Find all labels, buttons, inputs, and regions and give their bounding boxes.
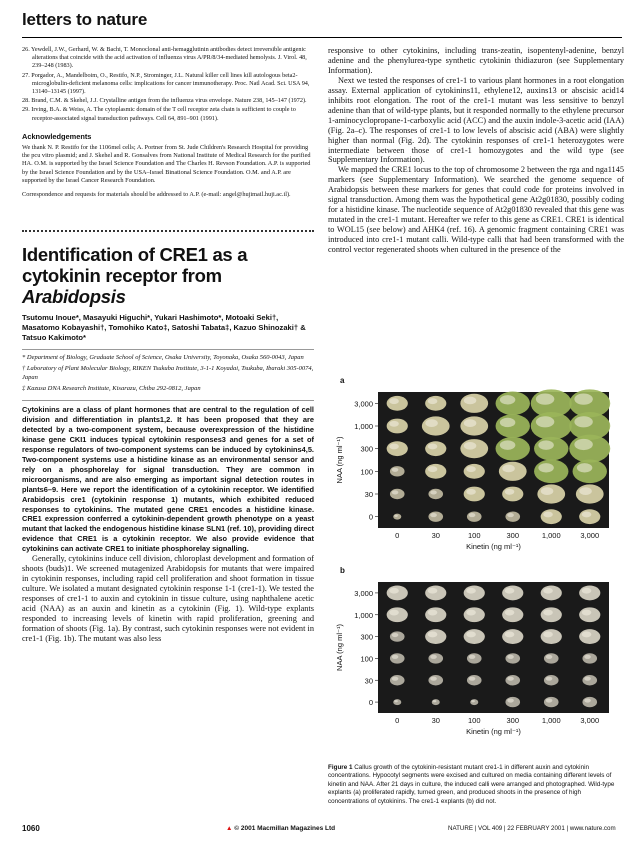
x-tick-label: 100 — [467, 531, 481, 540]
callus-highlight — [428, 588, 438, 594]
callus-highlight — [507, 677, 514, 681]
callus-explant — [460, 394, 488, 413]
reference-item: 27. Porgador, A., Mandelboim, O., Restifo, N.P., Strominger, J.L. Natural killer cell lines kill autologous beta2-microglobulin-deficient melanoma cells: implications for cancer immunotherapy. Proc. Natl Acad. Sci. USA 94, 13140–13145 (1997). — [22, 71, 310, 96]
callus-explant — [425, 464, 446, 479]
body-paragraph: responsive to other cytokinins, including trans-zeatin, isopentenyl-adenine, benzyl adenine and the phenylurea-type synthetic cytokinin thidiazuron (see Supplementary Information). — [328, 46, 624, 75]
callus-highlight — [430, 677, 437, 681]
callus-highlight — [466, 631, 476, 637]
callus-highlight — [469, 655, 476, 659]
callus-highlight — [471, 700, 475, 702]
callus-explant — [432, 699, 440, 705]
callus-highlight — [584, 698, 591, 702]
callus-explant — [579, 509, 600, 524]
callus-explant — [569, 435, 610, 463]
article-title-species: Arabidopsis — [22, 285, 126, 307]
x-tick-label: 1,000 — [541, 716, 561, 725]
y-tick-label: 0 — [368, 512, 373, 522]
y-tick-label: 1,000 — [354, 610, 373, 620]
callus-explant — [390, 653, 405, 663]
callus-explant — [393, 699, 401, 705]
callus-explant — [428, 511, 443, 521]
callus-highlight — [464, 442, 477, 450]
callus-explant — [425, 586, 446, 601]
y-tick-label: 300 — [360, 632, 373, 642]
figure-caption — [328, 764, 622, 806]
callus-highlight — [466, 588, 476, 594]
y-tick-label: 30 — [364, 676, 373, 686]
callus-highlight — [466, 466, 476, 472]
callus-explant — [425, 629, 446, 644]
callus-explant — [502, 629, 523, 644]
x-tick-label: 300 — [506, 716, 520, 725]
article-title — [22, 244, 314, 307]
body-paragraph: We mapped the CRE1 locus to the top of chromosome 2 between the rga and nga1145 markers (see Supplementary Information). We searched the genome sequence of Arabidopsis between these markers for genes that could code for proteins involved in signal transduction. Among them was the hypothetical gene At2g01830, possibly coding for a histidine kinase. The nucleotide sequence of At2g01830 revealed that this gene was mutated in the cre1-1 mutant. Hereafter we refer to this gene as CRE1. CRE1 is identical to WOL15 (see below) and AHK4 (ref. 16). A genomic fragment containing CRE1 was introduced into cre1-1 mutant calli. Wild-type calli that had been transformed with the control vector regenerated shoots when cultured in the presence of the — [328, 165, 624, 255]
callus-highlight — [546, 655, 553, 659]
callus-explant — [387, 607, 408, 622]
x-tick-label: 3,000 — [580, 531, 600, 540]
y-tick-label: 300 — [360, 444, 373, 454]
callus-highlight — [577, 463, 592, 472]
callus-explant — [505, 511, 520, 521]
panel-a-label: a — [340, 376, 345, 385]
affiliation: † Laboratory of Plant Molecular Biology, RIKEN Tsukuba Institute, 3-1-1 Koyadai, Tsukuba, Ibaraki 305-0074, Japan — [22, 365, 314, 381]
affiliation-rule — [22, 349, 314, 350]
callus-explant — [573, 460, 607, 484]
callus-highlight — [505, 588, 515, 594]
callus-highlight — [505, 489, 515, 495]
y-tick-label: 100 — [360, 467, 373, 477]
callus-highlight — [536, 394, 554, 405]
callus-explant — [544, 653, 559, 663]
callus-highlight — [546, 677, 553, 681]
callus-explant — [544, 697, 559, 707]
callus-highlight — [579, 487, 592, 495]
callus-highlight — [392, 490, 399, 494]
callus-explant — [541, 629, 562, 644]
callus-highlight — [543, 631, 553, 637]
callus-highlight — [428, 398, 438, 404]
callus-highlight — [538, 440, 553, 449]
header-rule — [22, 37, 622, 38]
callus-explant — [467, 653, 482, 663]
callus-explant — [534, 437, 568, 461]
photo-background — [378, 582, 609, 713]
callus-highlight — [543, 588, 553, 594]
callus-highlight — [389, 398, 399, 404]
callus-explant — [505, 653, 520, 663]
callus-explant — [582, 653, 597, 663]
callus-explant — [579, 607, 600, 622]
callus-explant — [579, 586, 600, 601]
callus-highlight — [389, 421, 399, 427]
callus-explant — [464, 629, 485, 644]
callus-explant — [496, 437, 530, 461]
right-column — [328, 46, 624, 255]
y-tick-label: 3,000 — [354, 399, 373, 409]
x-axis-label: Kinetin (ng ml⁻¹) — [466, 727, 521, 736]
callus-explant — [425, 396, 446, 411]
figure-panel-a — [330, 388, 620, 558]
callus-highlight — [389, 443, 399, 449]
callus-explant — [464, 464, 485, 479]
article-separator — [22, 230, 314, 232]
figure-caption-text: Callus growth of the cytokinin-resistant mutant cre1-1 in different auxin and cytokinin concentrations. Hypocotyl segments were excised and cultured on media containing different levels of kinetin and NAA. After 21 days in culture, the induced calli were arranged and photographed. Wild-type explants (a) proliferated rapidly, turned green, and produced shoots in the presence of high concentrations of cytokinins. The cre1-1 explants (b) did not. — [328, 764, 615, 805]
journal-info: NATURE | VOL 409 | 22 FEBRUARY 2001 | www.nature.com — [448, 825, 616, 832]
callus-explant — [464, 607, 485, 622]
callus-explant — [541, 607, 562, 622]
callus-highlight — [541, 487, 554, 495]
callus-explant — [464, 586, 485, 601]
callus-explant — [582, 675, 597, 685]
callus-explant — [390, 466, 405, 476]
callus-explant — [387, 586, 408, 601]
x-tick-label: 30 — [431, 716, 440, 725]
callus-explant — [390, 631, 405, 641]
left-column — [22, 46, 314, 644]
callus-highlight — [546, 698, 553, 702]
x-tick-label: 30 — [431, 531, 440, 540]
callus-highlight — [584, 677, 591, 681]
panel-b-label: b — [340, 566, 345, 575]
callus-explant — [505, 697, 520, 707]
callus-highlight — [505, 631, 515, 637]
callus-highlight — [582, 631, 592, 637]
callus-highlight — [394, 700, 398, 702]
callus-highlight — [500, 440, 515, 449]
callus-explant — [460, 439, 488, 458]
callus-highlight — [507, 655, 514, 659]
callus-explant — [502, 607, 523, 622]
callus-highlight — [582, 588, 592, 594]
callus-highlight — [574, 416, 592, 427]
callus-explant — [579, 629, 600, 644]
callus-explant — [496, 414, 530, 438]
callus-explant — [499, 462, 527, 481]
y-tick-label: 100 — [360, 654, 373, 664]
y-axis-label: NAA (ng ml⁻¹) — [335, 624, 344, 671]
y-tick-label: 30 — [364, 490, 373, 499]
body-paragraph: Generally, cytokinins induce cell division, chloroplast development and formation of shoots (buds)1. We screened mutagenized Arabidopsis for mutants that were impaired in cytokinin responses, including rapid cell proliferation and shoot formation in tissue culture. We isolated a mutant designated cytokinin response 1-1 (cre1-1). We tested the responses of cre1-1 to auxin and cytokinin in tissue culture, using naphthalene acetic acid (NAA) as an auxin and kinetin as a cytokinin (Fig. 1). Wild-type explants responded to increasing levels of kinetin with rapid proliferation, greening and formation of shoots (Fig. 1a). By contrast, such cytokinin responses were not evident in cre1-1 (Fig. 1b). The mutant was also less — [22, 554, 314, 643]
body-paragraph: Next we tested the responses of cre1-1 to various plant hormones in a root elongation assay. External application of cytokinins11, ethylene12, auxins13 or abscisic acid14 inhibits root elongation. The root of the cre1-1 mutant was less sensitive to benzyl adenine than that of wild-type plants, but it responded normally to the ethylene precursor 1-aminocyclopropane-1-carboxylic acid (ACC) and the auxin indole-3-acetic acid (IAA) (Fig. 2a–c). The responses of cre1-1 to low levels of abscisic acid (ABA) were slightly higher than normal (Fig. 2d). The cytokinin responses of cre1-1 heterozygotes were intermediate between those of cre1-1 homozygotes and the wild type (see Supplementary Information). — [328, 75, 624, 165]
x-tick-label: 0 — [395, 531, 400, 540]
reference-item: 26. Yewdell, J.W., Gerhard, W. & Bachi, T. Monoclonal anti-hemagglutinin antibodies detect irreversible antigenic alterations that coincide with the acid activation of influenza virus A/PR/8/34-mediated hemolysis. J. Virol. 48, 239–248 (1983). — [22, 46, 307, 70]
callus-highlight — [433, 700, 437, 702]
callus-highlight — [582, 511, 592, 517]
callus-highlight — [430, 655, 437, 659]
callus-explant — [464, 487, 485, 502]
callus-highlight — [392, 633, 399, 637]
x-tick-label: 0 — [395, 716, 400, 725]
callus-highlight — [464, 397, 477, 405]
y-axis-label: NAA (ng ml⁻¹) — [335, 436, 344, 484]
publisher-logo-icon: ▲ — [226, 825, 235, 832]
callus-explant — [393, 514, 401, 520]
callus-highlight — [428, 631, 438, 637]
callus-explant — [531, 412, 572, 440]
callus-highlight — [469, 677, 476, 681]
page-number: 1060 — [22, 824, 40, 833]
callus-highlight — [543, 511, 553, 517]
affiliation: ‡ Kazusa DNA Research Institute, Kisarazu, Chiba 292-0812, Japan — [22, 385, 201, 393]
callus-explant — [460, 416, 488, 435]
callus-explant — [387, 396, 408, 411]
callus-highlight — [389, 588, 399, 594]
callus-highlight — [425, 419, 438, 427]
callus-highlight — [430, 490, 437, 494]
x-tick-label: 300 — [506, 531, 520, 540]
reference-list — [22, 46, 314, 123]
callus-explant — [428, 675, 443, 685]
callus-explant — [387, 441, 408, 456]
callus-explant — [428, 489, 443, 499]
affiliation-rule — [22, 400, 314, 401]
callus-highlight — [500, 418, 515, 427]
callus-highlight — [536, 416, 554, 427]
callus-explant — [541, 586, 562, 601]
callus-highlight — [543, 610, 553, 616]
author-list: Tsutomu Inoue*, Masayuki Higuchi*, Yukari Hashimoto*, Motoaki Seki†, Masatomo Kobayashi†, Tomohiko Kato‡, Satoshi Tabata‡, Kazuo Shinozaki† & Tatsuo Kakimoto* — [22, 312, 306, 342]
callus-explant — [541, 509, 562, 524]
callus-highlight — [392, 655, 399, 659]
callus-explant — [390, 675, 405, 685]
y-tick-label: 1,000 — [354, 422, 373, 431]
callus-highlight — [574, 439, 592, 450]
reference-item: 28. Brand, C.M. & Skehel, J.J. Crystalline antigen from the influenza virus envelope. Nature 238, 145–147 (1972). — [22, 97, 307, 105]
callus-highlight — [574, 394, 592, 405]
callus-highlight — [392, 677, 399, 681]
figure-caption-label: Figure 1 — [328, 764, 353, 771]
figure-panel-b — [330, 578, 620, 743]
callus-explant — [534, 460, 568, 484]
callus-highlight — [428, 610, 438, 616]
callus-explant — [502, 586, 523, 601]
callus-highlight — [466, 489, 476, 495]
acknowledgements-text: We thank N. P. Restifo for the 1106mel cells; A. Portner from St. Jude Children's Research Hospital for providing the pcu vitro plasmid; and J. Skehel and R. Gonsalves from National Institute of Medical Research for the purified HA. O.M. is supported by the Israel Science Foundation and The Charles H. Revson Foundation. A.P. is supported by the Israel Science Foundation and by the USA–Israel Binational Science Foundation. O.M. and A.P. are supported by the Israel Cancer Research Foundation. — [22, 143, 311, 185]
callus-explant — [576, 484, 604, 503]
callus-highlight — [466, 610, 476, 616]
callus-explant — [467, 675, 482, 685]
correspondence-text: Correspondence and requests for materials should be addressed to A.P. (e-mail: angel@hujimail.huji.ac.il). — [22, 191, 291, 199]
callus-highlight — [464, 419, 477, 427]
callus-explant — [544, 675, 559, 685]
callus-highlight — [428, 443, 438, 449]
callus-highlight — [394, 515, 398, 517]
y-tick-label: 0 — [368, 698, 373, 708]
abstract: Cytokinins are a class of plant hormones that are central to the regulation of cell division and differentiation in plants1,2. It has been proposed that they are detected by a two-component system, because overexpression of the histidine kinase gene CKI1 induces typical cytokinin responses3 and genes for a set of response regulators of two-component systems can be induced by cytokinins4,5. Two-component systems use a histidine kinase as an environmental sensor and rely on a phosphorelay for signal transduction. They are common in microorganisms, and are also emerging as important signal detection routes in plants6–9. Here we report the identification of a cytokinin receptor. We identified Arabidopsis cre1 (cytokinin response 1) mutants, which exhibited reduced responses to cytokinins. The mutated gene CRE1 encodes a histidine kinase. CRE1 expression conferred a cytokinin-dependent growth phenotype on a yeast mutant that lacked the endogenous histidine kinase SLN1 (ref. 10), providing direct evidence that CRE1 is a cytokinin receptor. We also provide evidence that cytokinins can activate CRE1 to initiate phosphorelay signalling. — [22, 404, 314, 554]
callus-highlight — [584, 655, 591, 659]
callus-highlight — [538, 463, 553, 472]
affiliation: * Department of Biology, Graduate School of Science, Osaka University, Toyonaka, Osaka 560-0043, Japan — [22, 353, 304, 361]
callus-explant — [390, 489, 405, 499]
callus-explant — [496, 392, 530, 416]
copyright — [226, 825, 335, 832]
callus-explant — [467, 511, 482, 521]
copyright-text: © 2001 Macmillan Magazines Ltd — [234, 825, 336, 832]
callus-highlight — [392, 468, 399, 472]
callus-explant — [537, 484, 565, 503]
callus-explant — [422, 416, 450, 435]
x-tick-label: 3,000 — [580, 716, 600, 725]
callus-explant — [582, 697, 597, 707]
y-tick-label: 3,000 — [354, 588, 373, 598]
x-tick-label: 100 — [467, 716, 481, 725]
callus-highlight — [502, 465, 515, 473]
callus-highlight — [507, 513, 514, 517]
reference-item: 29. Irving, B.A. & Weiss, A. The cytoplasmic domain of the T cell receptor zeta chain is sufficient to couple to receptor-associated signal transduction pathways. Cell 64, 891–901 (1991). — [22, 106, 296, 122]
callus-explant — [387, 419, 408, 434]
callus-highlight — [500, 395, 515, 404]
callus-highlight — [430, 513, 437, 517]
x-axis-label: Kinetin (ng ml⁻¹) — [466, 542, 521, 551]
callus-explant — [425, 607, 446, 622]
callus-highlight — [428, 466, 438, 472]
callus-explant — [505, 675, 520, 685]
running-header: letters to nature — [22, 10, 148, 29]
callus-highlight — [469, 513, 476, 517]
article-title-main: Identification of CRE1 as a cytokinin receptor from — [22, 243, 248, 286]
callus-explant — [425, 441, 446, 456]
acknowledgements-heading: Acknowledgements — [22, 131, 92, 141]
callus-highlight — [389, 610, 399, 616]
callus-explant — [470, 699, 478, 705]
callus-highlight — [507, 698, 514, 702]
callus-highlight — [505, 610, 515, 616]
callus-highlight — [582, 610, 592, 616]
callus-explant — [428, 653, 443, 663]
x-tick-label: 1,000 — [541, 531, 561, 540]
callus-explant — [502, 487, 523, 502]
